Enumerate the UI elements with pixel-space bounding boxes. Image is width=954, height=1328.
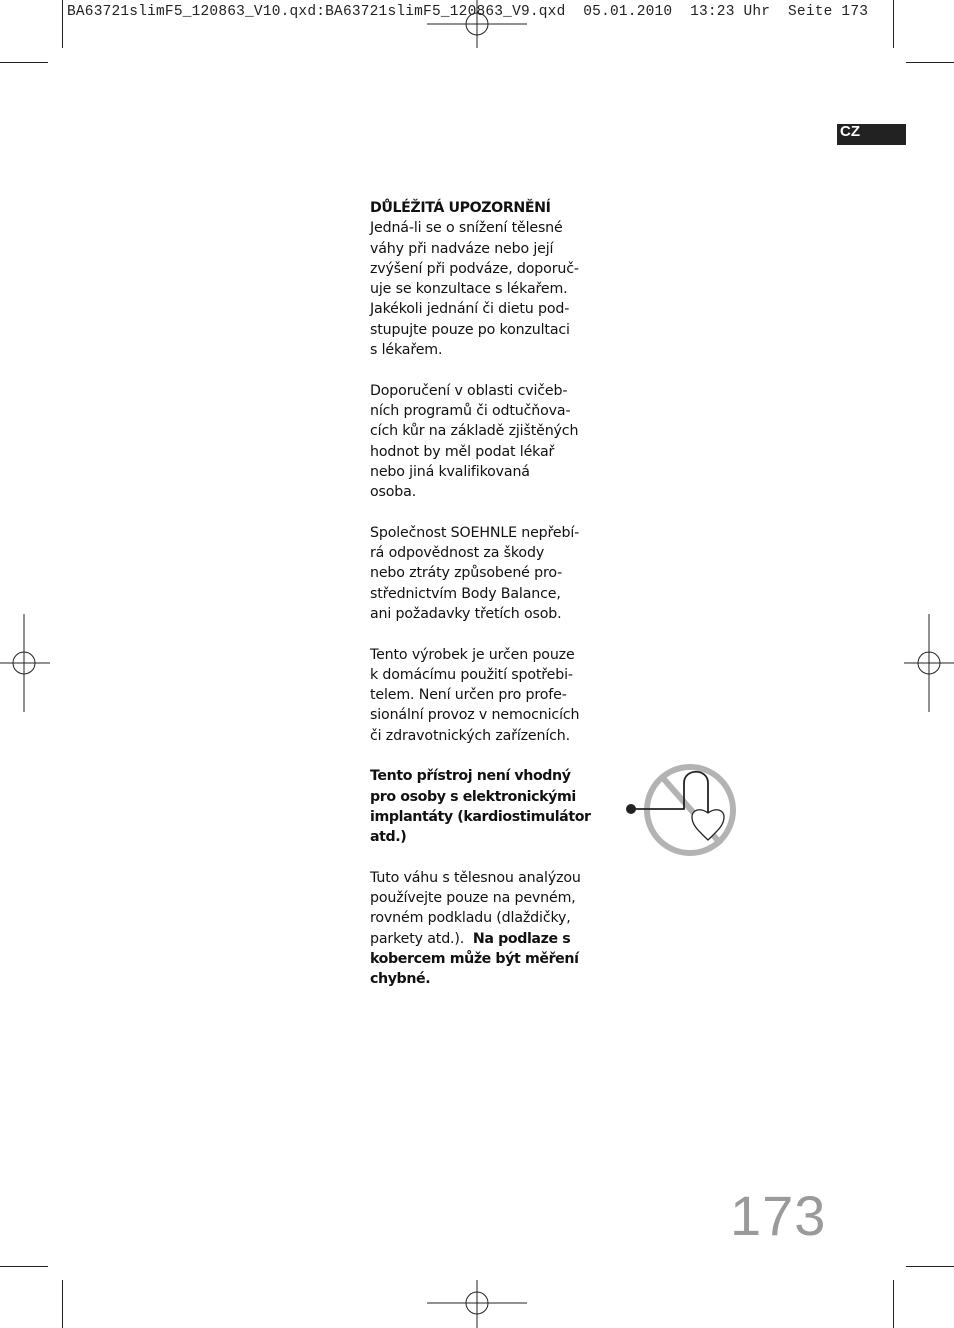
text-line: váhy při nadváze nebo její xyxy=(370,240,554,257)
crop-mark-top-right-v xyxy=(893,0,894,48)
registration-mark-bottom xyxy=(427,1280,527,1328)
text-line: uje se konzultace s lékařem. xyxy=(370,281,568,298)
text-line: Společnost SOEHNLE nepřebí- xyxy=(370,524,580,541)
text-line: sionální provoz v nemocnicích xyxy=(370,707,580,724)
warnings-section xyxy=(370,198,592,1010)
text-line: atd.) xyxy=(370,829,407,846)
text-line: ních programů či odtučňova- xyxy=(370,402,571,419)
registration-mark-left xyxy=(0,614,50,712)
text-line: rá odpovědnost za škody xyxy=(370,545,545,562)
crop-mark-bottom-left-v xyxy=(62,1280,63,1328)
paragraph-consult-doctor xyxy=(370,218,592,360)
carpet-warning: chybné. xyxy=(370,971,431,988)
text-line: implantáty (kardiostimulátor xyxy=(370,808,591,825)
text-line: hodnot by měl podat lékař xyxy=(370,443,555,460)
text-line: střednictvím Body Balance, xyxy=(370,585,561,602)
text-line: osoba. xyxy=(370,484,417,501)
text-fragment: parkety atd.). xyxy=(370,930,465,947)
text-line: nebo ztráty způsobené pro- xyxy=(370,565,563,582)
registration-mark-right xyxy=(904,614,954,712)
carpet-warning: Na podlaze s xyxy=(472,930,571,947)
text-line: Jakékoli jednání či dietu pod- xyxy=(370,301,570,318)
language-tab: CZ xyxy=(837,124,906,145)
crop-mark-bottom-right-v xyxy=(893,1280,894,1328)
text-line: s lékařem. xyxy=(370,342,443,359)
text-line: zvýšení při podváze, doporuč- xyxy=(370,260,579,277)
text-line: pro osoby s elektronickými xyxy=(370,788,576,805)
page-number: 173 xyxy=(730,1184,827,1247)
text-line: používejte pouze na pevném, xyxy=(370,890,576,907)
text-line: nebo jiná kvalifikovaná xyxy=(370,463,530,480)
text-line xyxy=(370,929,592,949)
carpet-warning: kobercem může být měření xyxy=(370,950,579,967)
text-line: k domácímu použití spotřebi- xyxy=(370,666,573,683)
text-line: či zdravotnických zařízeních. xyxy=(370,727,570,744)
registration-mark-top xyxy=(427,0,527,48)
text-line: telem. Není určen pro profe- xyxy=(370,687,567,704)
crop-mark-top-left-v xyxy=(62,0,63,48)
paragraph-surface xyxy=(370,868,592,990)
crop-mark-top-left-h xyxy=(0,62,48,63)
text-line: Tento výrobek je určen pouze xyxy=(370,646,575,663)
paragraph-implant-warning xyxy=(370,766,592,847)
text-line: Jedná-li se o snížení tělesné xyxy=(370,220,563,237)
paragraph-household-use xyxy=(370,645,592,746)
text-line: rovném podkladu (dlaždičky, xyxy=(370,910,571,927)
crop-mark-bottom-left-h xyxy=(0,1266,48,1267)
crop-mark-bottom-right-h xyxy=(906,1266,954,1267)
no-pacemaker-icon xyxy=(622,760,742,862)
text-line: ani požadavky třetích osob. xyxy=(370,605,562,622)
text-line: cích kůr na základě zjištěných xyxy=(370,423,579,440)
text-line: Doporučení v oblasti cvičeb- xyxy=(370,382,568,399)
text-line: Tento přístroj není vhodný xyxy=(370,768,571,785)
crop-mark-top-right-h xyxy=(906,62,954,63)
text-line: stupujte pouze po konzultaci xyxy=(370,321,570,338)
print-header: BA63721slimF5_120863_V10.qxd:BA63721slimF5_120863_V9.qxd 05.01.2010 13:23 Uhr Seite 173 xyxy=(67,4,869,20)
paragraph-liability xyxy=(370,523,592,624)
text-line: Tuto váhu s tělesnou analýzou xyxy=(370,869,581,886)
paragraph-recommendations xyxy=(370,381,592,503)
warnings-heading: DŮLÉŽITÁ UPOZORNĚNÍ xyxy=(370,200,551,216)
